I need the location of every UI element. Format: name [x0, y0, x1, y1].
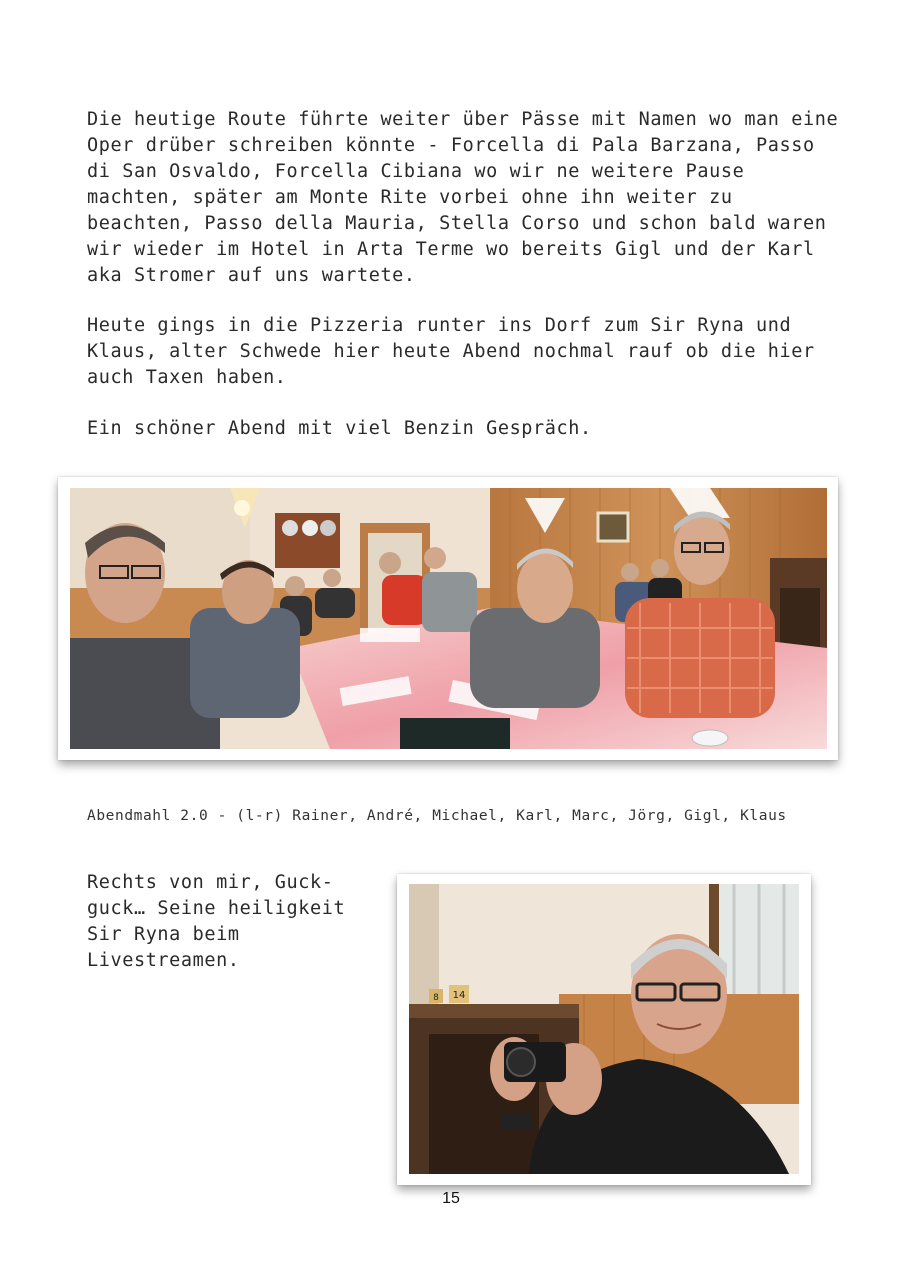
dice-label-2: 14 — [452, 990, 466, 1001]
dice-label-1: 8 — [433, 993, 439, 1003]
page-number: 15 — [442, 1190, 460, 1207]
paragraph-evening: Ein schöner Abend mit viel Benzin Gespräch. — [87, 418, 592, 439]
paragraph-pizzeria: Heute gings in die Pizzeria runter ins Dorf zum Sir Ryna und Klaus, alter Schwede hier heute Abend nochmal rauf ob die hier auch Taxen haben. — [87, 315, 815, 388]
paragraph-route: Die heutige Route führte weiter über Pässe mit Namen wo man eine Oper drüber schreiben könnte - Forcella di Pala Barzana, Passo di San Osvaldo, Forcella Cibiana wo wir ne weitere Pause machten, später am Monte Rite vorbei ohne ihn weiter zu beachten, Passo della Mauria, Stella Corso und schon bald waren wir wieder im Hotel in Arta Terme wo bereits Gigl und der Karl aka Stromer auf uns wartete. — [87, 109, 839, 286]
livestream-scene-illustration — [409, 884, 799, 1174]
photo-group-dinner — [70, 488, 827, 749]
photo-caption: Abendmahl 2.0 - (l-r) Rainer, André, Michael, Karl, Marc, Jörg, Gigl, Klaus — [87, 808, 787, 824]
dinner-scene-illustration — [70, 488, 827, 749]
photo-livestream-frame — [397, 874, 811, 1185]
side-text-livestream: Rechts von mir, Guck-guck… Seine heiligkeit Sir Ryna beim Livestreamen. — [87, 872, 346, 971]
photo-group-dinner-frame — [58, 477, 838, 760]
photo-livestream — [409, 884, 799, 1174]
